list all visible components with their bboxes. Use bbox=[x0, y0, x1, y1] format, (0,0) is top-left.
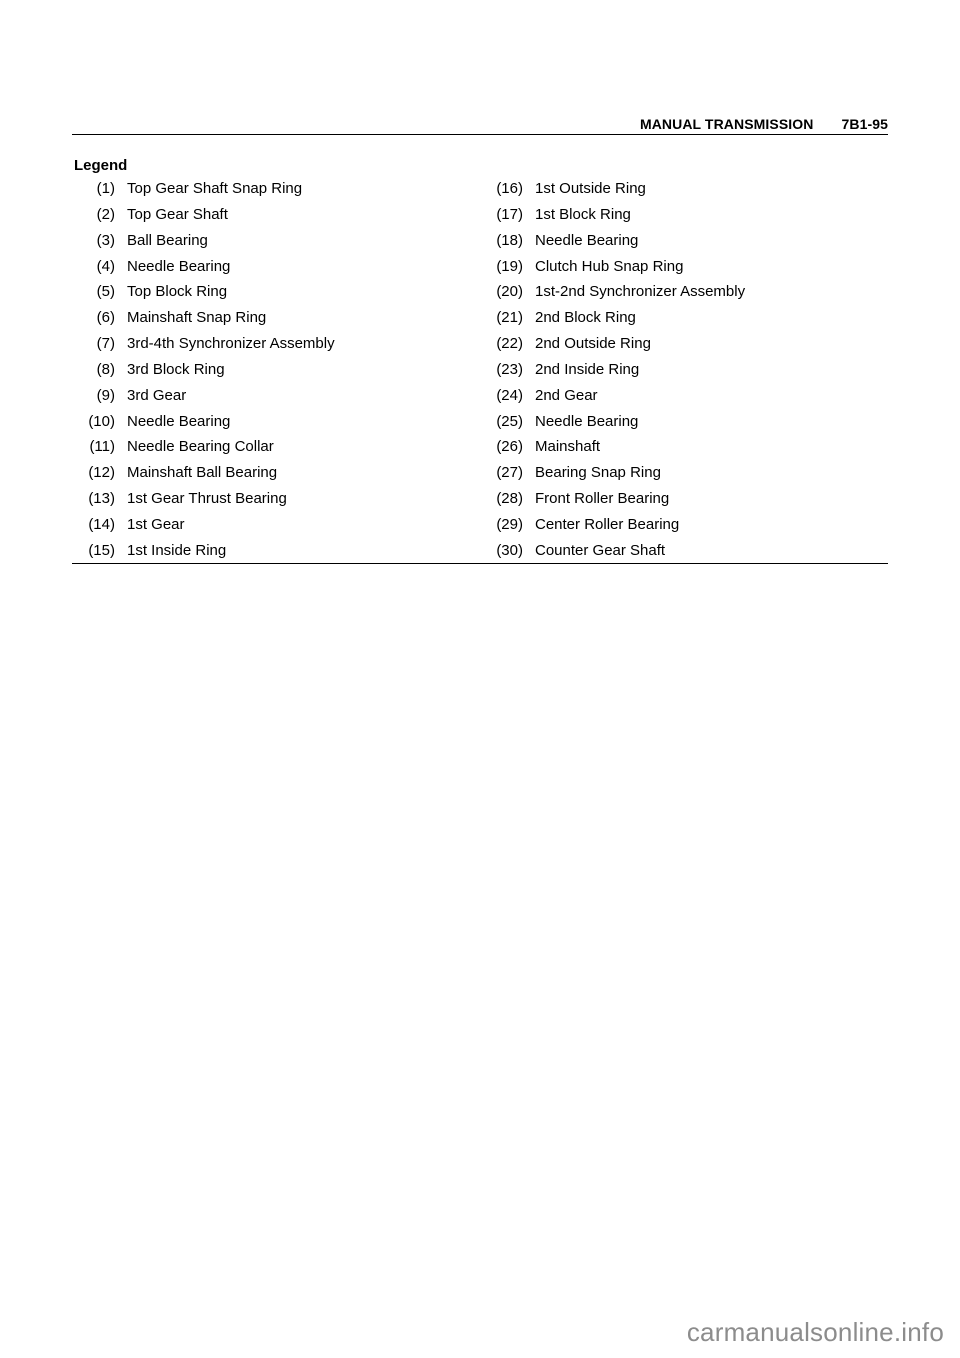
legend-item-number: (9) bbox=[96, 386, 115, 404]
legend-item-number: (30) bbox=[496, 541, 523, 559]
legend-item-number: (24) bbox=[496, 386, 523, 404]
legend-item-number: (5) bbox=[96, 283, 115, 301]
legend-item-number: (11) bbox=[89, 438, 115, 456]
legend-item-number: (2) bbox=[96, 205, 115, 223]
legend-item bbox=[72, 206, 472, 232]
legend-item bbox=[72, 232, 472, 258]
legend-item-name: 2nd Outside Ring bbox=[535, 335, 651, 353]
legend-item-number: (3) bbox=[96, 231, 115, 249]
legend-bottom-rule bbox=[72, 563, 888, 564]
legend-item bbox=[72, 309, 472, 335]
legend-item-name: 1st Inside Ring bbox=[127, 541, 227, 559]
legend-item-name: 1st Outside Ring bbox=[535, 180, 646, 197]
legend-item bbox=[480, 490, 888, 516]
legend-item bbox=[480, 206, 888, 232]
legend-item bbox=[480, 387, 888, 413]
legend-item bbox=[480, 413, 888, 439]
legend-item bbox=[72, 361, 472, 387]
legend-item bbox=[72, 387, 472, 413]
legend-item-name: 2nd Gear bbox=[535, 386, 598, 404]
legend-item-number: (29) bbox=[496, 515, 523, 533]
legend-item bbox=[480, 309, 888, 335]
legend-right-column bbox=[480, 180, 888, 568]
legend-item-name: Center Roller Bearing bbox=[535, 515, 680, 533]
page-number: 7B1-95 bbox=[841, 116, 888, 132]
legend-item-number: (1) bbox=[96, 180, 115, 197]
legend-item bbox=[72, 464, 472, 490]
legend-item-name: 1st-2nd Synchronizer Assembly bbox=[535, 283, 746, 301]
legend-item bbox=[72, 283, 472, 309]
legend-item-name: Mainshaft Snap Ring bbox=[127, 309, 267, 327]
legend-item bbox=[72, 516, 472, 542]
legend-item-name: Top Block Ring bbox=[127, 283, 228, 301]
legend-item-name: 1st Gear Thrust Bearing bbox=[127, 490, 287, 508]
legend-item bbox=[72, 413, 472, 439]
legend-item-number: (4) bbox=[96, 257, 115, 275]
legend-item bbox=[480, 232, 888, 258]
section-title: MANUAL TRANSMISSION bbox=[639, 116, 814, 132]
legend-item-number: (13) bbox=[88, 490, 115, 508]
legend-item-name: Mainshaft Ball Bearing bbox=[127, 464, 278, 482]
legend-item-number: (25) bbox=[496, 412, 523, 430]
legend-item-number: (22) bbox=[496, 335, 523, 353]
legend-item bbox=[72, 180, 472, 206]
legend-item-number: (7) bbox=[96, 335, 115, 353]
legend-item-number: (21) bbox=[496, 309, 523, 327]
legend-item-name: Counter Gear Shaft bbox=[535, 541, 666, 559]
legend-item-name: Top Gear Shaft bbox=[127, 205, 228, 223]
legend-item-name: Mainshaft bbox=[535, 438, 601, 456]
legend-item-name: 1st Gear bbox=[127, 515, 185, 533]
legend-item-number: (6) bbox=[96, 309, 115, 327]
legend-item bbox=[72, 335, 472, 361]
legend-item bbox=[480, 335, 888, 361]
legend-item-number: (23) bbox=[496, 360, 523, 378]
legend-item-name: Front Roller Bearing bbox=[535, 490, 670, 508]
legend-item-number: (26) bbox=[496, 438, 523, 456]
legend-item-name: Bearing Snap Ring bbox=[535, 464, 661, 482]
legend-item bbox=[480, 361, 888, 387]
legend-item bbox=[480, 283, 888, 309]
page-header bbox=[640, 116, 888, 132]
legend-item-name: Ball Bearing bbox=[127, 231, 208, 249]
legend-item bbox=[480, 180, 888, 206]
legend-item-name: Needle Bearing Collar bbox=[127, 438, 274, 456]
legend-item bbox=[72, 438, 472, 464]
legend-item-name: Top Gear Shaft Snap Ring bbox=[127, 180, 303, 197]
legend-item-name: 2nd Inside Ring bbox=[535, 360, 640, 378]
legend-title: Legend bbox=[74, 157, 128, 174]
legend-item-name: Needle Bearing bbox=[535, 412, 639, 430]
legend-item bbox=[480, 464, 888, 490]
legend-item bbox=[72, 490, 472, 516]
legend-item bbox=[480, 516, 888, 542]
legend-item-number: (20) bbox=[496, 283, 523, 301]
legend-item bbox=[480, 258, 888, 284]
legend-item-number: (8) bbox=[96, 360, 115, 378]
legend-item-name: 3rd-4th Synchronizer Assembly bbox=[127, 335, 335, 353]
legend-item bbox=[480, 438, 888, 464]
legend-item-number: (17) bbox=[496, 205, 523, 223]
legend-item-number: (16) bbox=[496, 180, 523, 197]
legend-item-name: 2nd Block Ring bbox=[535, 309, 636, 327]
legend-item-number: (14) bbox=[88, 515, 115, 533]
legend-item-number: (10) bbox=[88, 412, 115, 430]
legend-item-number: (27) bbox=[496, 464, 523, 482]
legend-item-name: 3rd Gear bbox=[127, 386, 187, 404]
legend-item-number: (15) bbox=[88, 541, 115, 559]
legend-item-number: (18) bbox=[496, 231, 523, 249]
legend-item-number: (12) bbox=[88, 464, 115, 482]
legend-left-column bbox=[72, 180, 472, 568]
watermark: carmanualsonline.info bbox=[686, 1317, 944, 1347]
header-rule bbox=[72, 134, 888, 135]
legend-item-number: (28) bbox=[496, 490, 523, 508]
legend-item-name: Needle Bearing bbox=[535, 231, 639, 249]
legend-item-number: (19) bbox=[496, 257, 523, 275]
legend-item-name: 1st Block Ring bbox=[535, 205, 631, 223]
legend-item-name: Clutch Hub Snap Ring bbox=[535, 257, 684, 275]
legend-item-name: 3rd Block Ring bbox=[127, 360, 225, 378]
legend-item bbox=[72, 258, 472, 284]
legend-item-name: Needle Bearing bbox=[127, 257, 231, 275]
legend-item-name: Needle Bearing bbox=[127, 412, 231, 430]
